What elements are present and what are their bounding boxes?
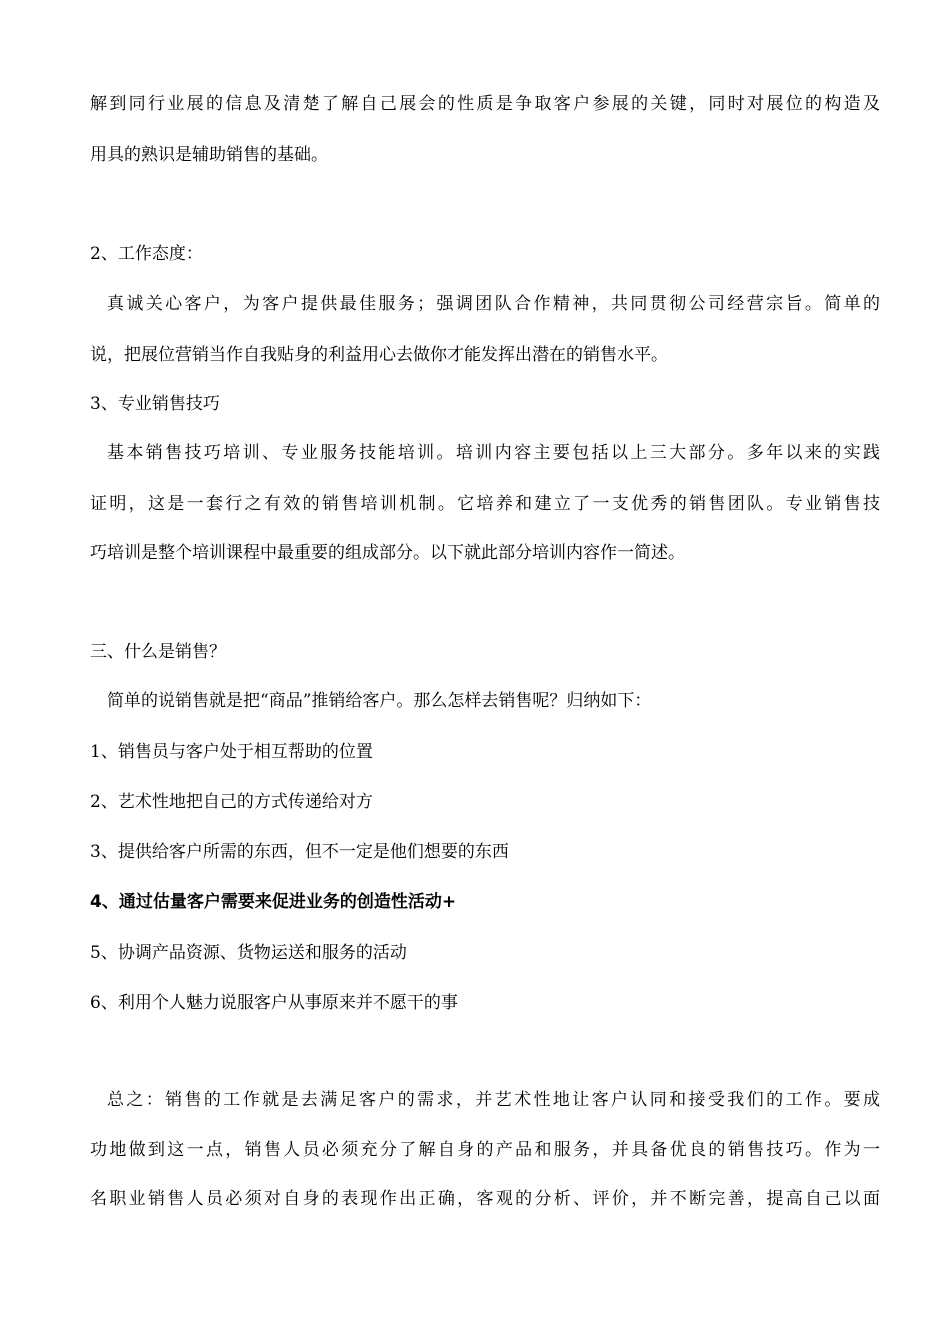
- list-item: 2、艺术性地把自己的方式传递给对方: [90, 792, 373, 812]
- section-2-line-1: 真诚关心客户，为客户提供最佳服务；强调团队合作精神，共同贯彻公司经营宗旨。简单的: [107, 294, 880, 314]
- intro-line-2: 用具的熟识是辅助销售的基础。: [90, 145, 328, 165]
- list-item: 6、利用个人魅力说服客户从事原来并不愿干的事: [90, 993, 458, 1013]
- list-item: 5、协调产品资源、货物运送和服务的活动: [90, 943, 407, 963]
- summary-line-2: 功地做到这一点，销售人员必须充分了解自身的产品和服务，并具备优良的销售技巧。作为一: [90, 1140, 880, 1160]
- section-what-intro: 简单的说销售就是把“商品”推销给客户。那么怎样去销售呢？归纳如下：: [107, 691, 652, 711]
- section-2-line-2: 说，把展位营销当作自我贴身的利益用心去做你才能发挥出潜在的销售水平。: [90, 345, 668, 365]
- summary-line-3: 名职业销售人员必须对自身的表现作出正确，客观的分析、评价，并不断完善，提高自己以面: [90, 1189, 880, 1209]
- section-3-line-2: 证明，这是一套行之有效的销售培训机制。它培养和建立了一支优秀的销售团队。专业销售技: [90, 494, 880, 514]
- summary-line-1: 总之：销售的工作就是去满足客户的需求，并艺术性地让客户认同和接受我们的工作。要成: [107, 1090, 880, 1110]
- list-item: 3、提供给客户所需的东西，但不一定是他们想要的东西: [90, 842, 509, 862]
- section-2-heading: 2、工作态度：: [90, 244, 203, 264]
- section-what-heading: 三、什么是销售？: [90, 642, 226, 662]
- intro-line-1: 解到同行业展的信息及清楚了解自己展会的性质是争取客户参展的关键，同时对展位的构造及: [90, 94, 880, 114]
- list-item-bold: 4、通过估量客户需要来促进业务的创造性活动+: [90, 892, 457, 912]
- section-3-line-1: 基本销售技巧培训、专业服务技能培训。培训内容主要包括以上三大部分。多年以来的实践: [107, 443, 880, 463]
- section-3-heading: 3、专业销售技巧: [90, 394, 220, 414]
- section-3-line-3: 巧培训是整个培训课程中最重要的组成部分。以下就此部分培训内容作一简述。: [90, 543, 685, 563]
- list-item: 1、销售员与客户处于相互帮助的位置: [90, 742, 373, 762]
